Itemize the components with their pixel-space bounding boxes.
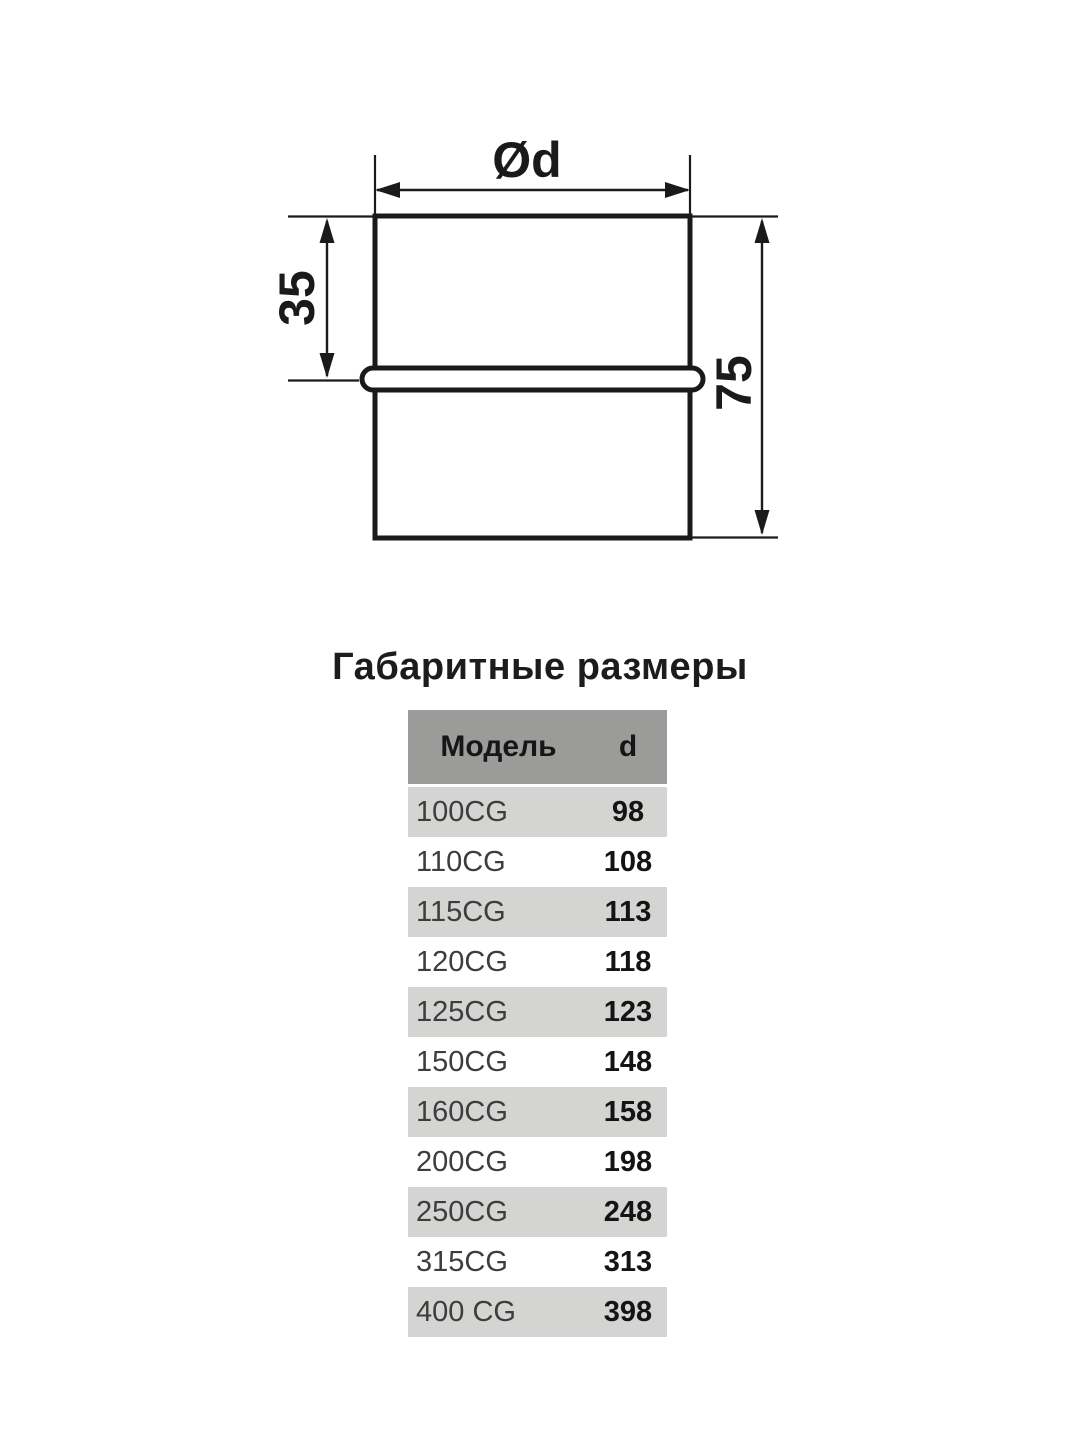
dimension-diagram xyxy=(0,0,1080,600)
column-header-d: d xyxy=(618,730,638,763)
row-d: 248 xyxy=(603,1195,653,1228)
arrowhead-75-up-icon xyxy=(755,218,770,243)
row-d: 148 xyxy=(603,1045,653,1078)
table-row xyxy=(408,1037,667,1087)
arrowhead-left-icon xyxy=(375,182,400,198)
row-model: 100CG xyxy=(416,795,508,828)
diameter-label: Ød xyxy=(492,132,562,188)
table-row xyxy=(408,1087,667,1137)
table-row xyxy=(408,937,667,987)
row-model: 315CG xyxy=(416,1245,508,1278)
arrowhead-right-icon xyxy=(665,182,690,198)
column-header-model: Модель xyxy=(440,730,557,763)
row-d: 398 xyxy=(603,1295,653,1328)
dimensions-table xyxy=(408,710,667,1337)
row-d: 98 xyxy=(611,795,645,828)
table-row xyxy=(408,1287,667,1337)
row-model: 125CG xyxy=(416,995,508,1028)
arrowhead-35-up-icon xyxy=(320,218,335,243)
row-d: 123 xyxy=(603,995,653,1028)
connector-bead xyxy=(362,368,703,390)
row-d: 198 xyxy=(603,1145,653,1178)
row-model: 400 CG xyxy=(416,1295,516,1328)
height-label: 75 xyxy=(706,355,762,411)
row-d: 158 xyxy=(603,1095,653,1128)
table-header xyxy=(408,710,667,787)
row-d: 108 xyxy=(603,845,653,878)
row-d: 113 xyxy=(604,895,652,928)
table-title: Габаритные размеры xyxy=(332,646,748,688)
table-row xyxy=(408,1187,667,1237)
row-d: 313 xyxy=(603,1245,653,1278)
table-row xyxy=(408,787,667,837)
row-model: 115CG xyxy=(416,895,506,928)
table-row xyxy=(408,837,667,887)
upper-depth-label: 35 xyxy=(269,270,325,326)
row-d: 118 xyxy=(604,945,652,978)
arrowhead-35-down-icon xyxy=(320,353,335,378)
table-row xyxy=(408,987,667,1037)
row-model: 120CG xyxy=(416,945,508,978)
table-body xyxy=(408,787,667,1337)
table-row xyxy=(408,1137,667,1187)
row-model: 200CG xyxy=(416,1145,508,1178)
row-model: 150CG xyxy=(416,1045,508,1078)
row-model: 110CG xyxy=(416,845,506,878)
table-row xyxy=(408,887,667,937)
table-row xyxy=(408,1237,667,1287)
row-model: 250CG xyxy=(416,1195,508,1228)
arrowhead-75-down-icon xyxy=(755,510,770,535)
row-model: 160CG xyxy=(416,1095,508,1128)
